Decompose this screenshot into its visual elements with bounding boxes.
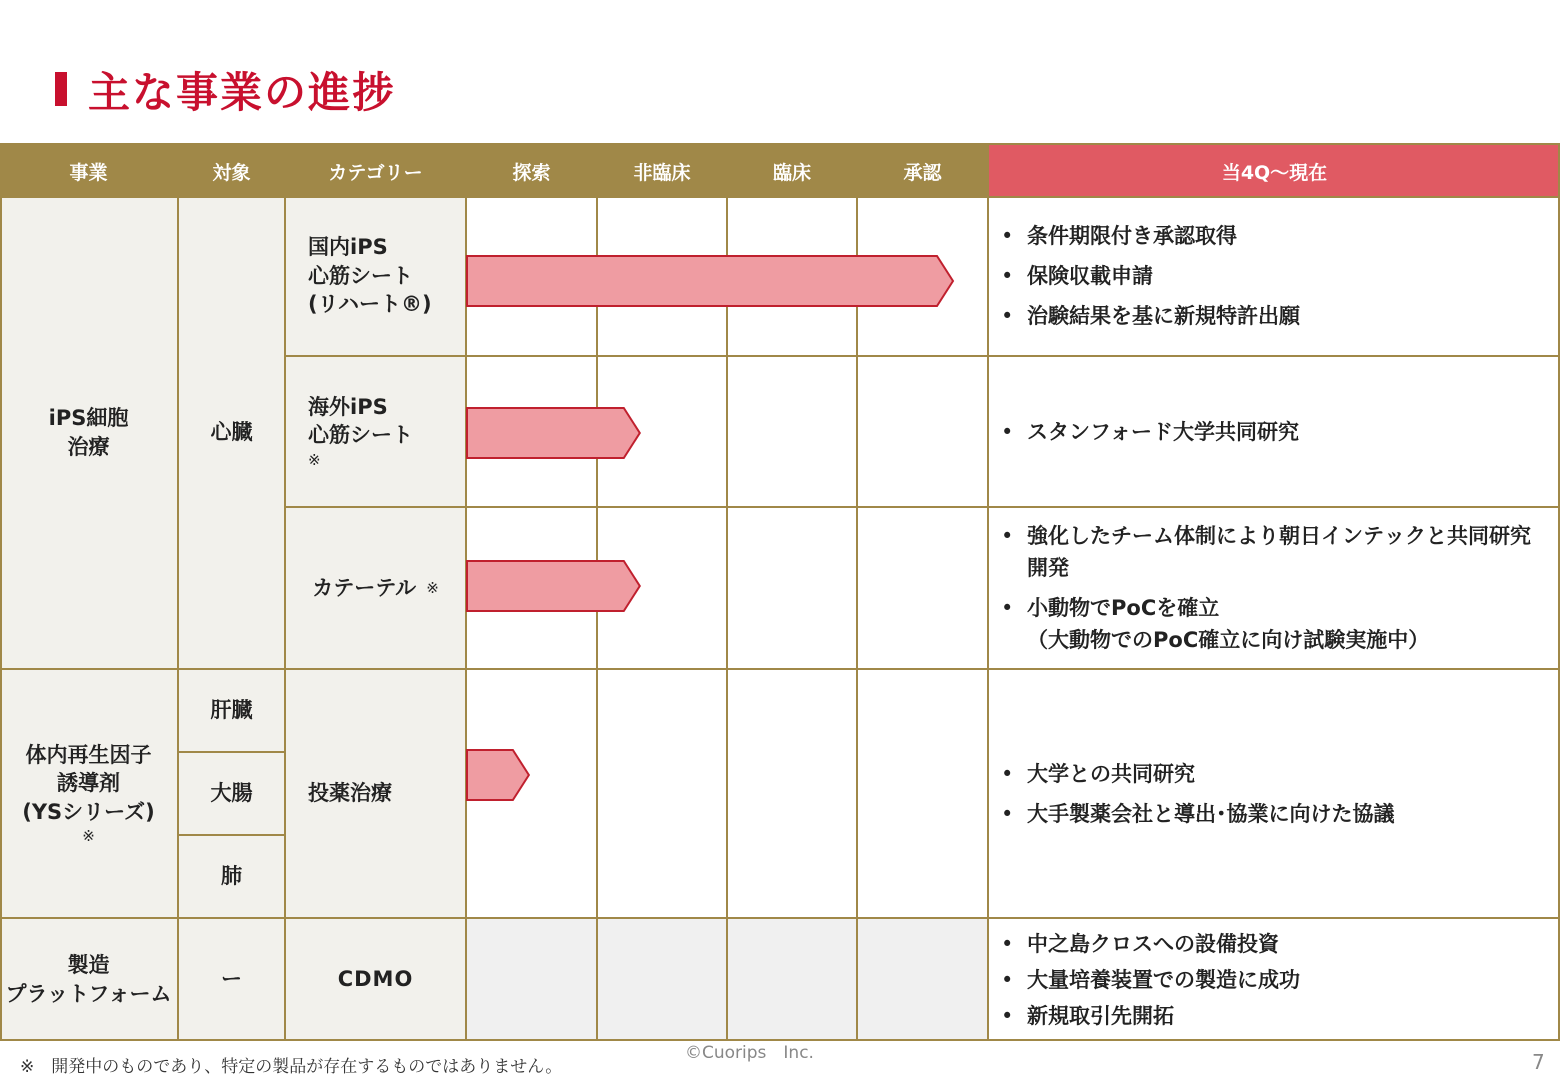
business-ys (0, 670, 177, 917)
target-colon: 大腸 (179, 753, 284, 834)
grid-line (179, 751, 286, 753)
page-number: 7 (1532, 1050, 1545, 1074)
header-business: 事業 (0, 145, 177, 197)
grid-line (0, 143, 1560, 145)
copyright: ©Cuorips Inc. (685, 1043, 814, 1063)
grid-line (726, 143, 728, 1041)
target-lung: 肺 (179, 836, 284, 917)
grid-line (179, 834, 286, 836)
header-category: カテゴリー (286, 145, 465, 197)
progress-arrow-domestic (467, 256, 953, 306)
status-item: • 中之島クロスへの設備投資 (1027, 928, 1542, 960)
category-overseas-note-mark: ※ (308, 450, 321, 469)
grid-line (465, 143, 467, 1041)
progress-arrow-drug (467, 750, 529, 800)
header-approval: 承認 (858, 145, 987, 197)
category-catheter-note-mark: ※ (426, 578, 439, 597)
category-catheter (286, 508, 465, 668)
grid-line (284, 143, 286, 1041)
title-accent-bar (55, 72, 67, 106)
progress-arrow-catheter (467, 561, 640, 611)
status-domestic (989, 197, 1560, 355)
status-item: • 大学との共同研究 (1027, 758, 1542, 790)
status-item: • 条件期限付き承認取得 (1027, 220, 1542, 252)
grid-line (0, 917, 1560, 919)
target-none: ー (179, 919, 284, 1040)
progress-arrow-overseas (467, 408, 640, 458)
header-exploration: 探索 (467, 145, 596, 197)
business-manufacturing: 製造 プラットフォーム (0, 919, 177, 1040)
category-domestic-ips-sheet: 国内iPS 心筋シート (リハート®) (286, 197, 465, 355)
category-overseas-label: 海外iPS 心筋シート (308, 395, 413, 448)
status-item: • 強化したチーム体制により朝日インテックと共同研究 開発 (1027, 520, 1542, 584)
grid-line (987, 143, 989, 1041)
business-ys-label: 体内再生因子 誘導剤 (YSシリーズ) (22, 742, 155, 824)
status-item: • 大量培養装置での製造に成功 (1027, 964, 1542, 996)
target-heart: 心臓 (179, 197, 284, 668)
status-item: • 保険収載申請 (1027, 260, 1542, 292)
status-overseas (989, 357, 1560, 506)
grid-line (286, 355, 1560, 357)
page-title: 主な事業の進捗 (88, 68, 397, 117)
status-item: • 新規取引先開拓 (1027, 1000, 1542, 1032)
grid-line (0, 668, 1560, 670)
status-item: • 治験結果を基に新規特許出願 (1027, 300, 1542, 332)
business-ips: iPS細胞 治療 (0, 197, 177, 668)
status-item: • 小動物でPoCを確立 （大動物でのPoC確立に向け試験実施中） (1027, 592, 1542, 656)
category-drug-therapy: 投薬治療 (286, 670, 465, 917)
status-cdmo (989, 919, 1560, 1040)
header-nonclinical: 非臨床 (598, 145, 726, 197)
grid-line (286, 506, 1560, 508)
target-liver: 肝臓 (179, 670, 284, 751)
grid-line (177, 143, 179, 1041)
business-ys-note-mark: ※ (82, 826, 95, 845)
header-clinical: 臨床 (728, 145, 856, 197)
category-overseas-ips-sheet (286, 357, 465, 506)
grid-line (0, 196, 1560, 198)
status-item: • スタンフォード大学共同研究 (1027, 416, 1542, 448)
status-item: • 大手製薬会社と導出･協業に向けた協議 (1027, 798, 1542, 830)
category-cdmo: CDMO (286, 919, 465, 1040)
status-catheter (989, 508, 1560, 668)
status-drug (989, 670, 1560, 917)
category-catheter-label: カテーテル (312, 575, 417, 600)
footnote: ※ 開発中のものであり、特定の製品が存在するものではありません。 (20, 1057, 563, 1077)
header-current-status: 当4Q～現在 (989, 145, 1560, 197)
header-target: 対象 (179, 145, 284, 197)
grid-line (856, 143, 858, 1041)
grid-line (596, 143, 598, 1041)
grid-line (0, 143, 2, 1041)
